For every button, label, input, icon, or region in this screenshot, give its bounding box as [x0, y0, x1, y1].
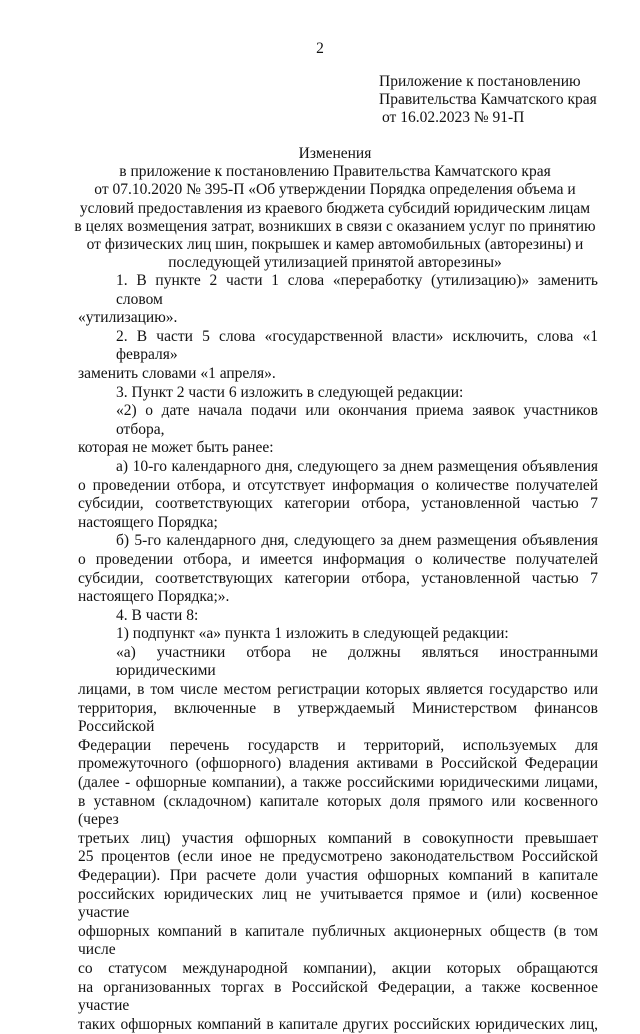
title-line-5: в целях возмещения затрат, возникших в связи с оказанием услуг по принятию [74, 217, 596, 235]
text-line: субсидии, соответствующих категории отбора, установленной частью 7 [78, 495, 598, 513]
text-line: 3. Пункт 2 части 6 изложить в следующей редакции: [116, 383, 464, 401]
title-line-7: последующей утилизацией принятой авторезины» [168, 254, 502, 272]
text-line: настоящего Порядка; [78, 513, 218, 531]
text-line: (далее - офшорные компании), а также российскими юридическими лицами, [78, 774, 598, 792]
text-line: российских юридических лиц не учитывается прямое и (или) косвенное участие [78, 885, 598, 922]
title-line-1: Изменения [298, 145, 372, 162]
paragraph-item-1 [78, 272, 598, 328]
text-line: на организованных торгах в Российской Федерации, а также косвенное участие [78, 978, 598, 1015]
paragraph-subitem-a [78, 458, 598, 532]
text-line: офшорных компаний в капитале публичных акционерных обществ (в том числе [78, 922, 598, 959]
text-line: 4. В части 8: [116, 606, 199, 624]
text-line: Федерации). При расчете доли участия офшорных компаний в капитале [78, 867, 598, 884]
text-line: в уставном (складочном) капитале которых доля прямого или косвенного (через [78, 792, 598, 829]
text-line: 1) подпункт «а» пункта 1 изложить в следующей редакции: [116, 625, 509, 643]
text-line: 2. В части 5 слова «государственной власти» исключить, слова «1 февраля» [116, 327, 598, 364]
title-line-3: от 07.10.2020 № 395-П «Об утверждении Порядка определения объема и [94, 181, 576, 199]
text-line: субсидии, соответствующих категории отбора, установленной частью 7 [78, 569, 598, 587]
title-line-2: в приложение к постановлению Правительства Камчатского края [119, 163, 551, 181]
text-line: о проведении отбора, и отсутствует информация о количестве получателей [78, 476, 598, 494]
text-line: лицами, в том числе местом регистрации которых является государство или [78, 681, 598, 699]
paragraph-item-2 [78, 328, 598, 384]
text-line: таких офшорных компаний в капитале других российских юридических лиц, [78, 1015, 598, 1033]
appendix-line-2: Правительства Камчатского края [379, 91, 597, 108]
text-line: промежуточного (офшорного) владения активами в Российской Федерации [78, 755, 598, 773]
title-line-6: от физических лиц шин, покрышек и камер автомобильных (авторезины) и [86, 236, 584, 254]
paragraph-item-3 [78, 384, 598, 403]
appendix-line-3: от 16.02.2023 № 91-П [382, 109, 525, 126]
page-number: 2 [316, 40, 324, 57]
text-line: заменить словами «1 апреля». [78, 364, 276, 382]
text-line: со статусом международной компании), акции которых обращаются [78, 959, 598, 977]
document-title [70, 145, 600, 272]
paragraph-subitem-1 [78, 625, 598, 644]
paragraph-quote-2 [78, 402, 598, 458]
text-line: «а) участники отбора не должны являться иностранными юридическими [116, 643, 598, 680]
text-line: б) 5-го календарного дня, следующего за днем размещения объявления [116, 532, 598, 550]
text-line: 25 процентов (если иное не предусмотрено законодательством Российской [78, 848, 598, 866]
appendix-line-1: Приложение к постановлению [379, 73, 581, 90]
text-line: «2) о дате начала подачи или окончания приема заявок участников отбора, [116, 402, 598, 438]
document-body [78, 272, 598, 1034]
text-line: территория, включенные в утверждаемый Министерством финансов Российской [78, 699, 598, 736]
text-line: третьих лиц) участия офшорных компаний в совокупности превышает [78, 829, 598, 847]
paragraph-subitem-b [78, 532, 598, 606]
text-line: «утилизацию». [78, 309, 178, 327]
paragraph-quote-a [78, 644, 598, 1034]
text-line: Федерации перечень государств и территорий, используемых для [78, 736, 598, 754]
appendix-header [379, 73, 619, 127]
title-line-4: условий предоставления из краевого бюджета субсидий юридическим лицам [79, 199, 591, 217]
text-line: о проведении отбора, и имеется информация о количестве получателей [78, 550, 598, 568]
paragraph-item-4 [78, 607, 598, 626]
text-line: настоящего Порядка;». [78, 588, 230, 606]
text-line: 1. В пункте 2 части 1 слова «переработку (утилизацию)» заменить словом [116, 272, 598, 308]
text-line: а) 10-го календарного дня, следующего за днем размещения объявления [116, 457, 598, 475]
text-line: которая не может быть ранее: [78, 439, 274, 457]
